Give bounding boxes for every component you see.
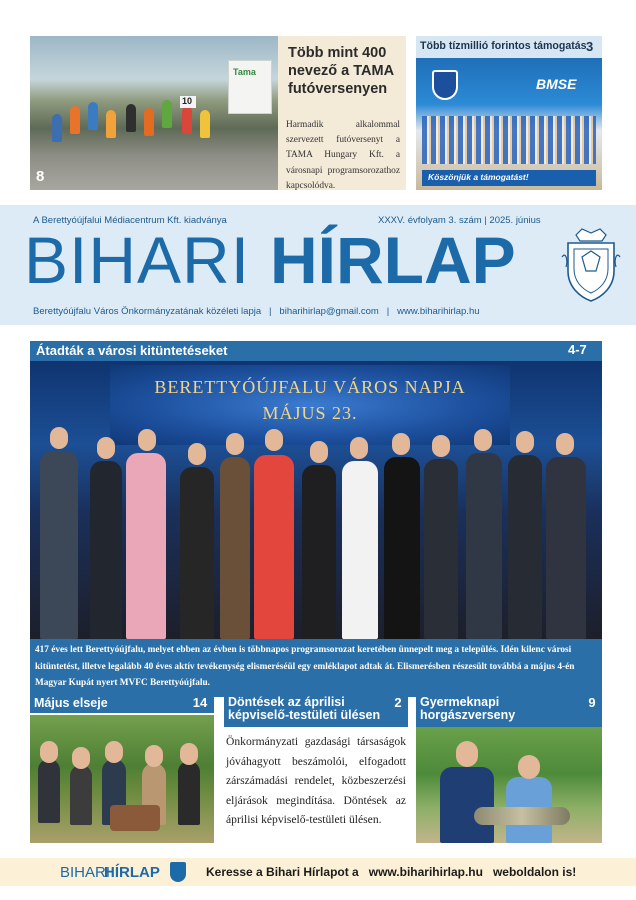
race-bib-number: 10 — [182, 96, 193, 106]
teaser-may-day[interactable] — [30, 693, 214, 713]
page-number: 14 — [192, 695, 208, 710]
teaser-title[interactable]: Május elseje — [34, 696, 108, 710]
thanks-text: Köszönjük a támogatást! — [428, 172, 529, 182]
bmse-label: BMSE — [536, 76, 577, 92]
newspaper-title-right: HÍRLAP — [270, 223, 516, 297]
footer-banner[interactable] — [0, 858, 636, 886]
teaser-council-decisions[interactable] — [224, 693, 408, 727]
teaser-running-race[interactable] — [30, 36, 406, 190]
fishing-contest-photo — [416, 727, 602, 843]
stage-screen — [110, 365, 510, 445]
issue-info: XXXV. évfolyam 3. szám | 2025. június — [378, 215, 541, 226]
masthead-subline: Berettyóújfalu Város Önkormányzatának közéleti lapja | biharihirlap@gmail.com | www.biharihirlap.hu — [33, 306, 480, 317]
page-number: 9 — [588, 695, 596, 710]
page-number: 3 — [586, 39, 594, 54]
lead-story-photo — [30, 361, 602, 639]
footer-crest-icon — [170, 862, 186, 882]
teaser-sponsorship[interactable] — [416, 36, 602, 190]
teaser-title[interactable]: Döntések az áprilisi képviselő-testületi ülésen — [228, 695, 381, 722]
tama-sign — [228, 60, 272, 114]
town-crest-icon — [560, 227, 622, 303]
screen-line-1: BERETTYÓÚJFALU VÁROS NAPJA — [154, 377, 466, 397]
teaser-title[interactable]: Gyermeknapi horgászverseny — [420, 695, 516, 722]
teaser-title[interactable]: Több mint 400 nevező a TAMA futóversenyen — [288, 45, 394, 97]
page-number: 4-7 — [568, 342, 587, 357]
footer-logo-left: BIHARI — [60, 864, 111, 881]
teaser-fishing-contest[interactable] — [416, 693, 602, 727]
bmse-crest-icon — [432, 70, 458, 100]
teaser-title[interactable]: Több tízmillió forintos támogatás — [420, 40, 587, 52]
page-number: 2 — [394, 695, 402, 710]
publisher-line: A Berettyóújfalui Médiacentrum Kft. kiadványa — [33, 215, 227, 226]
tama-sign-text: Tama — [233, 67, 256, 77]
running-race-photo — [30, 36, 278, 190]
page-number: 8 — [36, 168, 45, 185]
race-bib — [180, 96, 196, 108]
lead-story-title[interactable]: Átadták a városi kitüntetéseket — [36, 343, 228, 358]
team-group — [422, 116, 596, 164]
footer-website-text[interactable]: Keresse a Bihari Hírlapot a www.biharihirlap.hu weboldalon is! — [206, 865, 577, 879]
masthead — [0, 205, 636, 325]
lead-story-caption — [30, 639, 602, 697]
teaser-body: Harmadik alkalommal szervezett futóversenyt a TAMA Hungary Kft. a városnapi programsorozathoz kapcsolódva. — [286, 120, 400, 191]
may-day-band-photo — [30, 715, 214, 843]
newspaper-title-left: BIHARI — [24, 223, 251, 297]
teaser-body: Önkormányzati gazdasági társaságok jóváhagyott beszámolói, elfogadott zárszámadási rendelet, közbeszerzési eljárások megindítása. Döntések az áprilisi képviselő-testületi ülésen. — [226, 735, 406, 826]
screen-line-2: MÁJUS 23. — [262, 403, 358, 423]
footer-logo-right: HÍRLAP — [104, 864, 160, 881]
caption-text: 417 éves lett Berettyóújfalu, melyet ebben az évben is többnapos programsorozat keretében ünnepelt meg a település. Idén kilenc városi kitüntetést, illetve legalább 40 éves aktív tevékenység elismeréséül egy emléklapot adtak át. Elismerésben részesült továbbá a május 4-én Magyar Kupát nyert MVFC Berettyóújfalu. — [35, 645, 575, 688]
lead-story-header[interactable] — [30, 341, 602, 361]
fish — [474, 807, 570, 825]
sponsorship-photo — [416, 58, 602, 190]
